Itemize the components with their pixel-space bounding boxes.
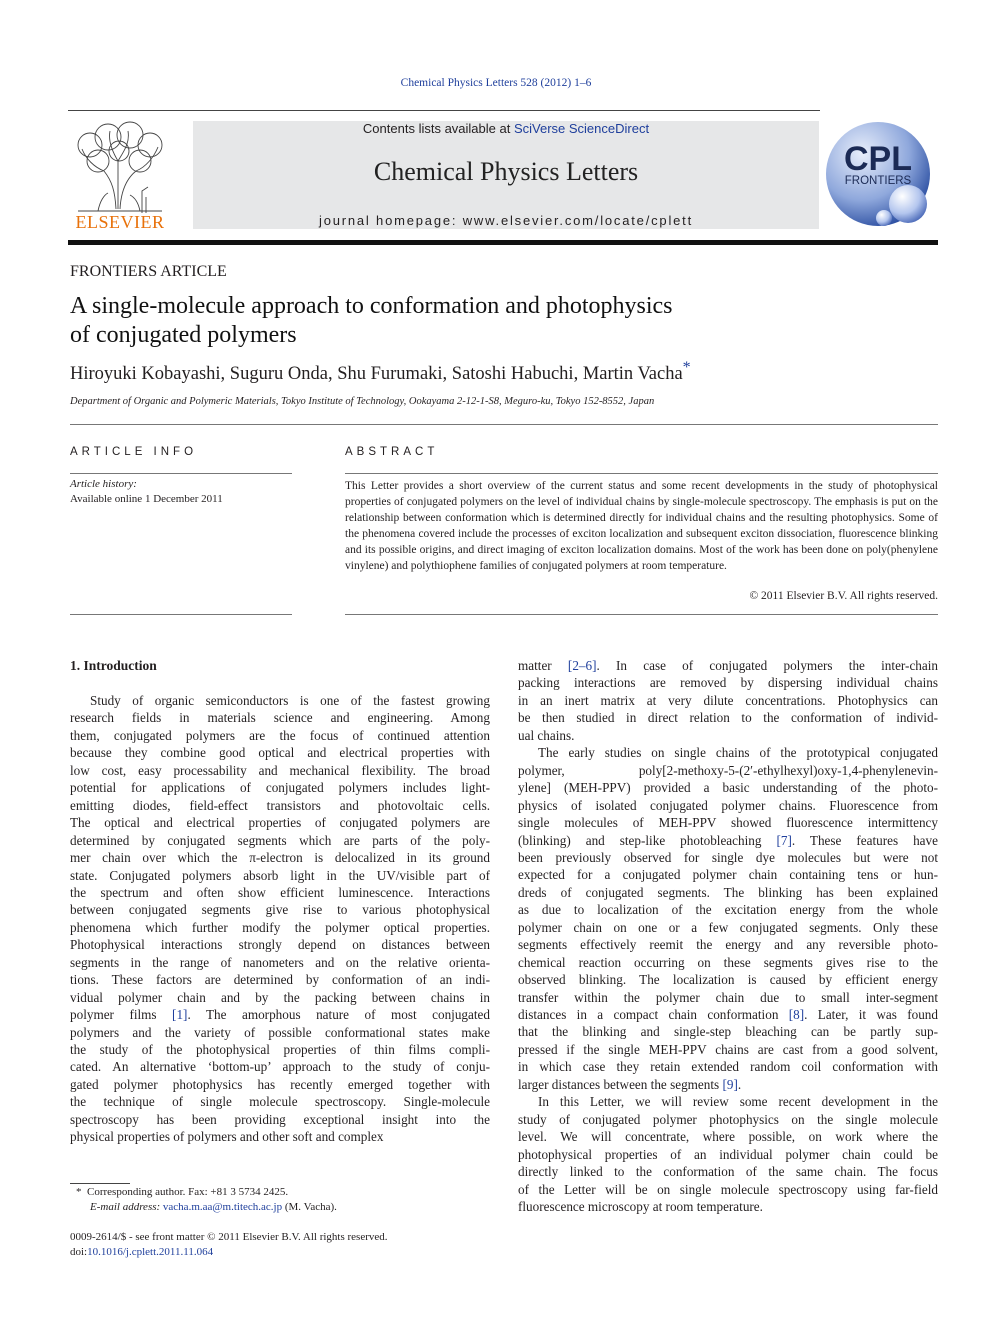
body-line: observed blinking. The localization is caused by efficient energy <box>518 972 938 988</box>
info-rule-bottom <box>70 614 292 615</box>
body-line: The early studies on single chains of the prototypical conjugated <box>538 745 938 761</box>
footnote-mark: * <box>76 1186 82 1198</box>
body-line: polymers and the variety of possible conformational states make <box>70 1024 490 1040</box>
body-line: polymer films [1]. The amorphous nature of most conjugated <box>70 1007 490 1023</box>
body-line: packing interactions are removed by dispersing individual chains <box>518 675 938 691</box>
body-line: phenomena which further modify the polymer optical properties. <box>70 919 490 935</box>
body-line: The optical and electrical properties of conjugated polymers are <box>70 815 490 831</box>
cpl-frontiers-logo <box>822 118 940 236</box>
contents-prefix: Contents lists available at <box>362 121 514 136</box>
body-line: segments in the range of nanometers and on the relative orienta- <box>70 954 490 970</box>
header-rule-top <box>68 110 820 111</box>
body-line: the spectrum and often show efficient luminescence. Interactions <box>70 884 490 900</box>
body-line: polymer chain on one or a few conjugated segments. Only these <box>518 919 938 935</box>
body-line: be then studied in direct relation to the conformation of individ- <box>518 710 938 726</box>
body-line: physical properties of polymers and other soft and complex <box>70 1129 384 1145</box>
body-line: vidual polymer chain and by the packing between chains in <box>70 989 490 1005</box>
body-line: in which case they retain extended random coil conformation with <box>518 1059 938 1075</box>
cpl-logo-text: CPL <box>844 140 912 178</box>
abstract-copyright: © 2011 Elsevier B.V. All rights reserved. <box>749 590 938 602</box>
reference-link[interactable]: [1] <box>172 1007 188 1023</box>
footnote-rule <box>70 1183 130 1184</box>
header-rule-bottom <box>68 240 938 245</box>
body-line: that the blinking and single-step bleaching can be partly sup- <box>518 1024 938 1040</box>
doi-link[interactable]: 10.1016/j.cplett.2011.11.064 <box>87 1246 214 1258</box>
body-line: matter [2–6]. In case of conjugated polymers the inter-chain <box>518 658 938 673</box>
body-line: the study of the photophysical properties of thin films compli- <box>70 1042 490 1057</box>
body-line: pressed if the single MEH-PPV chains are cast from a good solvent, <box>518 1041 938 1057</box>
body-line: single molecules of MEH-PPV showed fluorescence intermittency <box>518 815 938 831</box>
body-line: emitting diodes, field-effect transistors and photovoltaic cells. <box>70 797 490 813</box>
body-line: state. Conjugated polymers absorb light in the UV/visible part of <box>70 867 490 883</box>
body-line: expected for a conjugated polymer chain containing tens or hun- <box>518 867 938 883</box>
abstract-text: This Letter provides a short overview of the current status and some recent developments in the study of photophysical properties of conjugated polymers on the level of individual chains by single-molecule spectroscopy. The emphasis is put on the relationship between conformation which is determined directly for individual chains and the resulting photophysics. Some of the phenomena covered include the processes of exciton localization and subsequent exciton dissociation, fluorescence blinking and its possible origins, and direct imaging of exciton localization domains. Most of the work has been done on poly(phenylene vinylene) and polythiophene families of conjugated polymers at room temperature. <box>345 480 938 572</box>
body-line: (blinking) and step-like photobleaching [7]. These features have <box>518 832 938 848</box>
affiliation-rule <box>70 424 938 425</box>
body-line: polymer, poly[2-methoxy-5-(2′-ethylhexyl)oxy-1,4-phenylenevin- <box>518 762 938 778</box>
affiliation: Department of Organic and Polymeric Materials, Tokyo Institute of Technology, Ookayama 2-12-1-S8, Meguro-ku, Tokyo 152-8552, Japan <box>70 396 655 407</box>
body-line: distances in a compact chain conformation [8]. Later, it was found <box>518 1007 938 1022</box>
body-line: in an inert matrix at very dilute concentrations. Photophysics can <box>518 692 938 708</box>
section-heading-introduction: 1. Introduction <box>70 658 157 673</box>
body-line: larger distances between the segments [9]. <box>518 1076 742 1092</box>
body-line: photophysical properties of an individual polymer chain could be <box>518 1146 938 1162</box>
body-line: research fields in materials science and engineering. Among <box>70 710 490 726</box>
journal-title: Chemical Physics Letters <box>373 157 639 186</box>
sciencedirect-link[interactable]: SciVerse ScienceDirect <box>513 121 650 136</box>
article-title <box>70 292 870 350</box>
body-line: transfer within the polymer chain due to small inter-segment <box>518 989 938 1005</box>
body-line: gated polymer photophysics has recently emerged together with <box>70 1076 490 1092</box>
reference-link[interactable]: [2–6] <box>567 658 597 673</box>
history-label: Article history: <box>70 478 137 490</box>
body-line: spectroscopy has been providing exceptional insight into the <box>70 1111 490 1127</box>
email-suffix: (M. Vacha). <box>284 1201 337 1213</box>
contents-line <box>193 121 819 136</box>
body-line: In this Letter, we will review some recent development in the <box>538 1094 938 1110</box>
body-line: low cost, easy processability and mechanical flexibility. The broad <box>70 762 490 778</box>
info-rule <box>70 473 292 474</box>
article-info-label: ARTICLE INFO <box>70 446 198 458</box>
body-line: chemical reaction occurring on these segments gives rise to the <box>518 954 938 970</box>
history-value: Available online 1 December 2011 <box>70 493 223 505</box>
email-link[interactable]: vacha.m.aa@m.titech.ac.jp <box>162 1201 283 1213</box>
body-line: ual chains. <box>518 727 575 743</box>
article-type: FRONTIERS ARTICLE <box>70 263 227 280</box>
body-line: between conjugated segments give rise to various photophysical <box>70 902 490 918</box>
footnote-corresponding-text: Corresponding author. Fax: +81 3 5734 2425. <box>87 1186 289 1198</box>
email-label: E-mail address: <box>90 1201 161 1213</box>
title-line-2: of conjugated polymers <box>70 322 297 348</box>
journal-citation[interactable]: Chemical Physics Letters 528 (2012) 1–6 <box>400 77 592 89</box>
author-names: Hiroyuki Kobayashi, Suguru Onda, Shu Furumaki, Satoshi Habuchi, Martin Vacha <box>70 364 683 384</box>
footnote-issn: 0009-2614/$ - see front matter © 2011 Elsevier B.V. All rights reserved. <box>70 1231 388 1243</box>
body-line: physics of isolated conjugated polymer chains. Fluorescence from <box>518 797 938 813</box>
body-line: cated. An alternative ‘bottom-up’ approach to the study of conju- <box>70 1059 490 1075</box>
body-line: of the Letter will be on single molecule spectroscopy using far-field <box>518 1181 938 1197</box>
corresponding-author-mark[interactable]: * <box>682 358 691 376</box>
body-line: fluorescence microscopy at room temperature. <box>518 1198 763 1214</box>
elsevier-wordmark: ELSEVIER <box>75 212 165 232</box>
body-line: Photophysical interactions strongly depend on distances between <box>70 937 490 953</box>
body-line: determined by conjugated segments which are parts of the poly- <box>70 832 490 848</box>
body-line: level. We will concentrate, where possible, on work where the <box>518 1129 938 1145</box>
body-line: them, conjugated polymers are the focus of continued attention <box>70 727 490 743</box>
reference-link[interactable]: [8] <box>788 1007 805 1022</box>
footnote-doi <box>70 1246 213 1258</box>
footnote-email <box>90 1201 337 1213</box>
body-line: as due to localization of the excitation energy from the whole <box>518 902 938 918</box>
body-line: segments effectively reemit the energy and any reversible photo- <box>518 937 938 953</box>
body-line: because they combine good optical and electrical properties with <box>70 745 490 761</box>
body-line: the technique of single molecule spectroscopy. Single-molecule <box>70 1094 490 1110</box>
abstract-rule-bottom <box>345 614 938 615</box>
reference-link[interactable]: [7] <box>776 832 792 848</box>
body-line: dreds of conjugated segments. The blinking has been explained <box>518 884 938 900</box>
cpl-logo-subtext: FRONTIERS <box>844 175 912 187</box>
body-line: potential for applications of conjugated polymers includes light- <box>70 780 490 796</box>
reference-link[interactable]: [9] <box>722 1076 738 1092</box>
body-line: tions. These factors are determined by conformation of an indi- <box>70 972 490 988</box>
author-list <box>70 358 691 385</box>
doi-label: doi: <box>70 1246 88 1258</box>
body-line: been previously observed for single dye molecules but were not <box>518 849 938 865</box>
body-line: directly linked to the conformation of the same chain. The focus <box>518 1164 938 1180</box>
body-line: ylene] (MEH-PPV) provided a basic understanding of the photo- <box>518 780 938 796</box>
body-line: study of conjugated polymer photophysics on the single molecule <box>518 1111 938 1127</box>
title-line-1: A single-molecule approach to conformation and photophysics <box>70 293 673 319</box>
body-line: Study of organic semiconductors is one of the fastest growing <box>90 693 490 708</box>
footnote-corresponding <box>76 1186 288 1198</box>
journal-homepage[interactable]: journal homepage: www.elsevier.com/locate/cplett <box>319 213 693 228</box>
abstract-rule <box>345 473 938 474</box>
body-line: mer chain over which the π-electron is delocalized in its ground <box>70 850 490 866</box>
abstract-label: ABSTRACT <box>345 446 439 458</box>
